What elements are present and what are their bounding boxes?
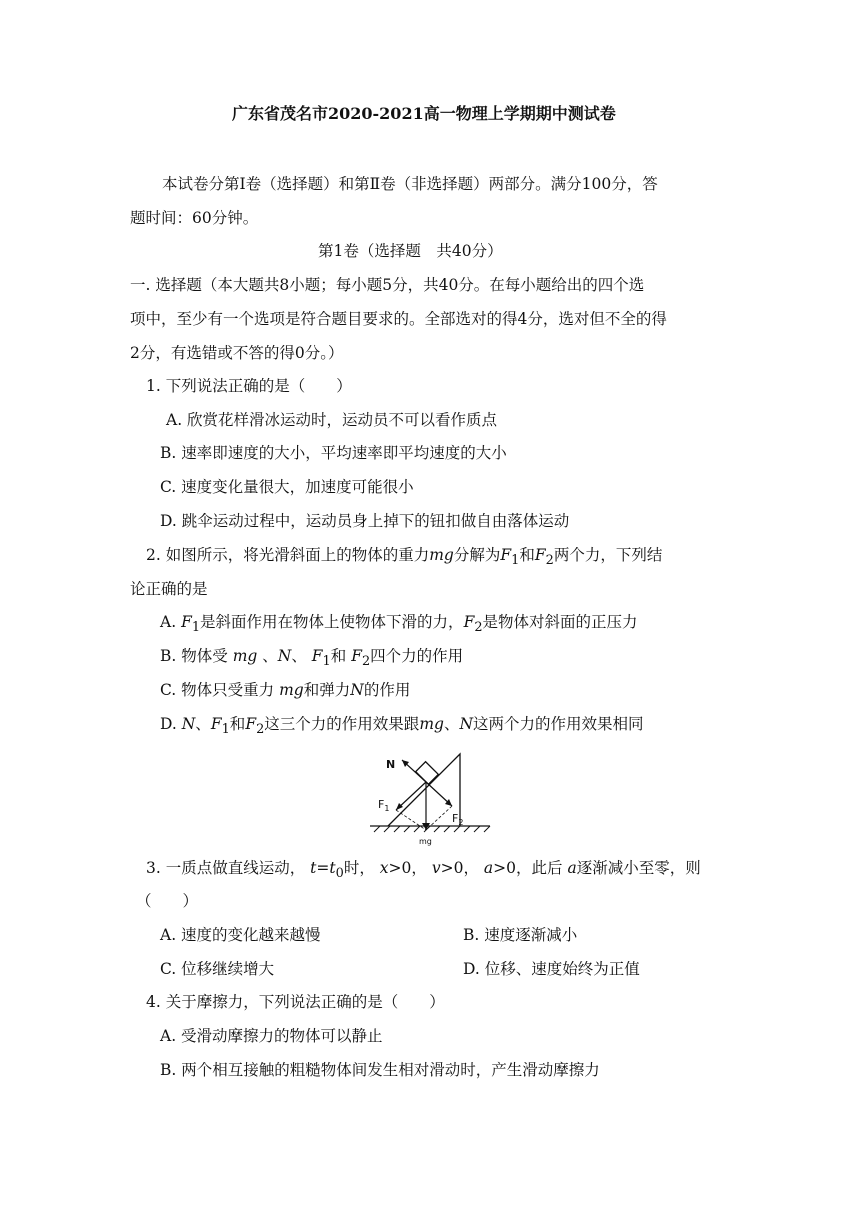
q2-c-label: C. 物体只受重力 <box>160 681 275 699</box>
q2-option-b <box>160 646 463 672</box>
intro-line-2: 题时间：60分钟。 <box>130 209 259 227</box>
q2-stem-text: 分解为 <box>453 546 501 564</box>
helper-dashed-line <box>396 810 426 830</box>
q3-eq: = <box>316 859 330 877</box>
q2-mg: mg <box>419 715 444 733</box>
q2-option-d <box>160 714 644 740</box>
q2-d-text: 、 <box>195 715 211 733</box>
q2-n: N <box>277 647 292 665</box>
q2-f1-sub: 1 <box>191 620 201 636</box>
q2-f2: F <box>534 546 546 564</box>
q2-n: N <box>459 715 474 733</box>
ground-hatch <box>374 826 490 832</box>
q3-stem-text: 时， <box>343 859 375 877</box>
q2-f1: F <box>210 715 222 733</box>
incline-force-diagram <box>366 748 496 848</box>
q3-option-a: A. 速度的变化越来越慢 <box>160 926 321 944</box>
q3-t0-sub: 0 <box>335 866 344 882</box>
q2-stem-text: 2. 如图所示，将光滑斜面上的物体的重力 <box>146 546 430 564</box>
q2-b-sep: 、 <box>257 647 278 665</box>
q2-stem-line-2: 论正确的是 <box>130 580 208 598</box>
q3-option-d: D. 位移、速度始终为正值 <box>463 960 640 978</box>
q2-mg: mg <box>279 681 304 699</box>
q2-d-text: 这两个力的作用效果相同 <box>473 715 644 733</box>
q3-stem-line-1 <box>146 858 701 884</box>
q3-option-c: C. 位移继续增大 <box>160 960 275 978</box>
q2-f2: F <box>463 613 475 631</box>
q2-b-sep: 、 <box>291 647 312 665</box>
q2-b-label: B. 物体受 <box>160 647 228 665</box>
q2-f2: F <box>245 715 257 733</box>
page-title: 广东省茂名市2020-2021高一物理上学期期中测试卷 <box>232 104 616 123</box>
q2-d-text: 这三个力的作用效果跟 <box>264 715 420 733</box>
label-f2 <box>452 812 463 827</box>
q3-stem-text: 逐渐减小至零，则 <box>576 859 701 877</box>
q2-f1-sub: 1 <box>221 722 230 738</box>
section-instructions-line-3: 2分，有选错或不答的得0分。） <box>130 344 344 362</box>
q2-stem-line-1 <box>146 545 662 571</box>
q2-and: 和 <box>519 546 535 564</box>
q3-stem-line-2: （ ） <box>136 892 199 910</box>
q3-t0: t <box>329 859 336 877</box>
q2-f1: F <box>500 546 512 564</box>
q2-f1-sub: 1 <box>322 654 331 670</box>
q3-cond: >0， <box>440 859 479 877</box>
q3-x: x <box>379 859 389 877</box>
q4-option-b: B. 两个相互接触的粗糙物体间发生相对滑动时，产生滑动摩擦力 <box>160 1061 600 1079</box>
q3-option-b: B. 速度逐渐减小 <box>463 926 578 944</box>
part1-heading: 第1卷（选择题 共40分） <box>318 242 503 260</box>
q2-a-text: 是物体对斜面的正压力 <box>482 613 638 631</box>
q2-b-text: 四个力的作用 <box>370 647 464 665</box>
q2-f2-sub: 2 <box>256 722 265 738</box>
q4-stem: 4. 关于摩擦力，下列说法正确的是（ ） <box>146 993 445 1011</box>
q2-d-label: D. <box>160 715 182 733</box>
q2-stem-text: 两个力，下列结 <box>553 546 663 564</box>
q2-f1-sub: 1 <box>511 553 520 569</box>
q2-d-text: 、 <box>443 715 460 733</box>
label-f2-sub: 2 <box>458 818 464 827</box>
q2-a-text: 是斜面作用在物体上使物体下滑的力， <box>200 613 464 631</box>
q1-stem: 1. 下列说法正确的是（ ） <box>146 377 352 395</box>
q2-f2-sub: 2 <box>474 620 483 636</box>
label-n: N <box>386 758 396 771</box>
q2-option-c <box>160 680 410 700</box>
q2-a-label: A. <box>160 613 182 631</box>
block <box>416 762 439 785</box>
q2-option-a <box>160 612 638 638</box>
q1-option-a: A. 欣赏花样滑冰运动时，运动员不可以看作质点 <box>166 411 498 429</box>
q2-f1: F <box>181 613 192 631</box>
q1-option-c: C. 速度变化量很大，加速度可能很小 <box>160 478 414 496</box>
label-mg: mg <box>419 837 432 846</box>
q4-option-a: A. 受滑动摩擦力的物体可以静止 <box>160 1027 383 1045</box>
q3-stem-text: 3. 一质点做直线运动， <box>146 859 306 877</box>
q2-n: N <box>181 715 196 733</box>
q3-a: a <box>567 859 577 877</box>
q2-mg: mg <box>429 546 454 564</box>
section-instructions-line-2: 项中，至少有一个选项是符合题目要求的。全部选对的得4分，选对但不全的得 <box>130 310 667 328</box>
q2-mg: mg <box>232 647 258 665</box>
q2-c-text: 的作用 <box>363 681 411 699</box>
q3-a: a <box>483 859 494 877</box>
label-f1-sub: 1 <box>384 804 390 813</box>
q3-t: t <box>310 859 317 877</box>
q2-f2-sub: 2 <box>361 654 371 670</box>
q3-cond: >0，此后 <box>493 859 563 877</box>
q3-v: v <box>431 859 441 877</box>
q2-and: 和 <box>229 715 246 733</box>
label-f1 <box>378 798 389 813</box>
label-f1-main: F <box>378 798 385 811</box>
q1-option-d: D. 跳伞运动过程中，运动员身上掉下的钮扣做自由落体运动 <box>160 512 570 530</box>
q2-and: 和 <box>330 647 347 665</box>
q2-c-text: 和弹力 <box>303 681 351 699</box>
q2-f1: F <box>311 647 323 665</box>
q2-f2: F <box>351 647 362 665</box>
label-f2-main: F <box>452 812 459 825</box>
q2-n: N <box>350 681 364 699</box>
q2-f2-sub: 2 <box>545 553 554 569</box>
intro-line-1: 本试卷分第Ⅰ卷（选择题）和第Ⅱ卷（非选择题）两部分。满分100分，答 <box>162 175 658 193</box>
section-instructions-line-1: 一. 选择题（本大题共8小题；每小题5分，共40分。在每小题给出的四个选 <box>130 276 645 294</box>
q1-option-b: B. 速率即速度的大小，平均速率即平均速度的大小 <box>160 444 507 462</box>
q3-cond: >0， <box>388 859 427 877</box>
